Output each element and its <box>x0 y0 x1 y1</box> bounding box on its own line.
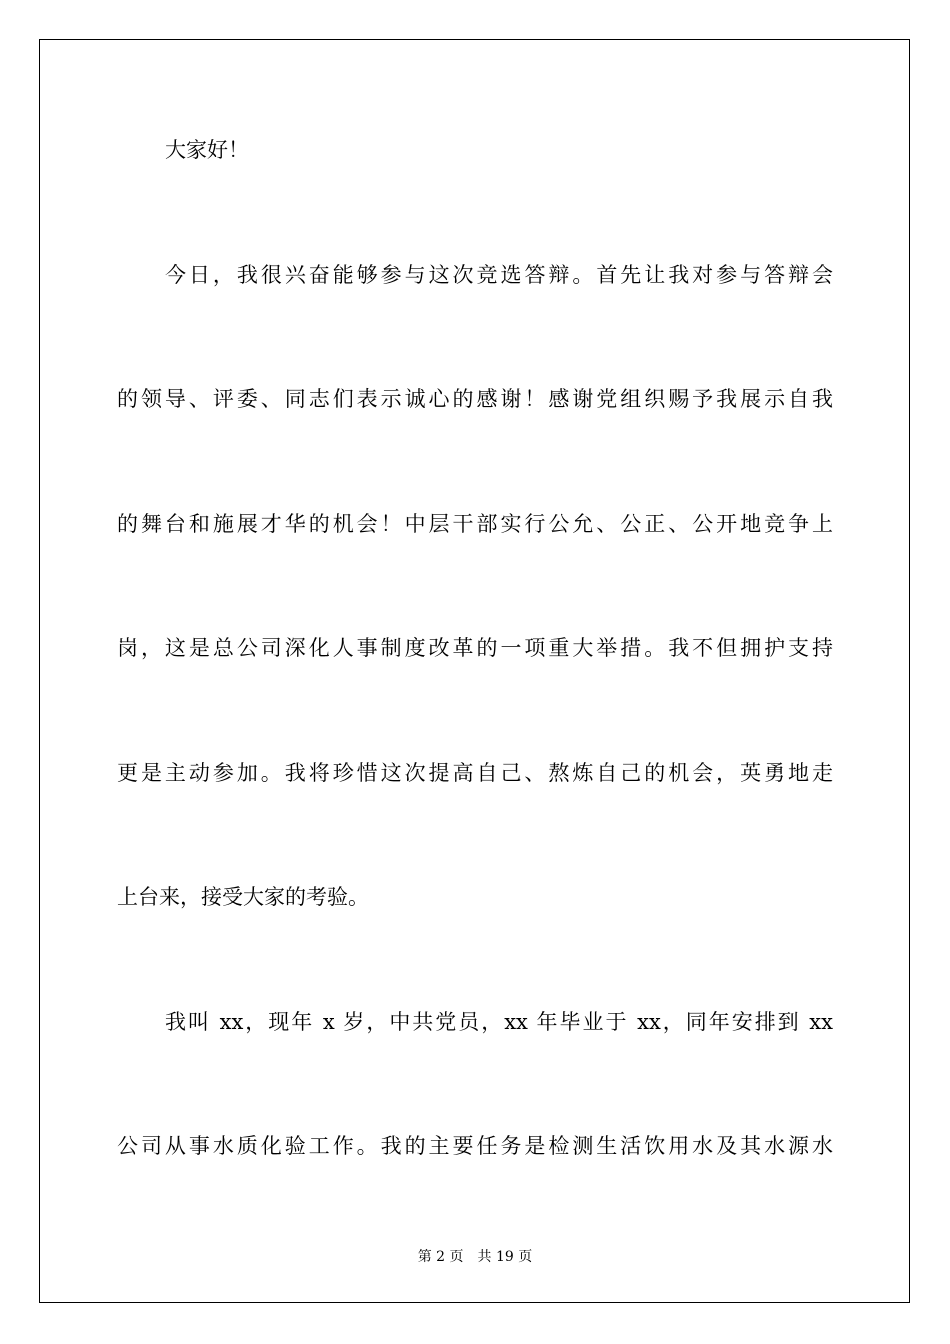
page-border <box>39 39 910 1303</box>
paragraph-line: 上台来，接受大家的考验。 <box>117 885 369 909</box>
page-footer <box>0 1247 950 1267</box>
page-total: 共 19 页 <box>477 1249 533 1265</box>
paragraph-line: 的领导、评委、同志们表示诚心的感谢！感谢党组织赐予我展示自我 <box>117 387 833 411</box>
greeting-line: 大家好！ <box>165 138 249 162</box>
paragraph-line: 的舞台和施展才华的机会！中层干部实行公允、公正、公开地竞争上 <box>117 512 833 536</box>
paragraph-line: 更是主动参加。我将珍惜这次提高自己、熬炼自己的机会，英勇地走 <box>117 761 833 785</box>
paragraph-line: 公司从事水质化验工作。我的主要任务是检测生活饮用水及其水源水 <box>117 1134 833 1158</box>
paragraph-line: 我叫 xx，现年 x 岁，中共党员，xx 年毕业于 xx，同年安排到 xx <box>165 1010 833 1034</box>
paragraph-line: 今日，我很兴奋能够参与这次竞选答辩。首先让我对参与答辩会 <box>165 263 833 287</box>
paragraph-line: 岗，这是总公司深化人事制度改革的一项重大举措。我不但拥护支持 <box>117 636 833 660</box>
page-number: 第 2 页 <box>417 1249 464 1265</box>
